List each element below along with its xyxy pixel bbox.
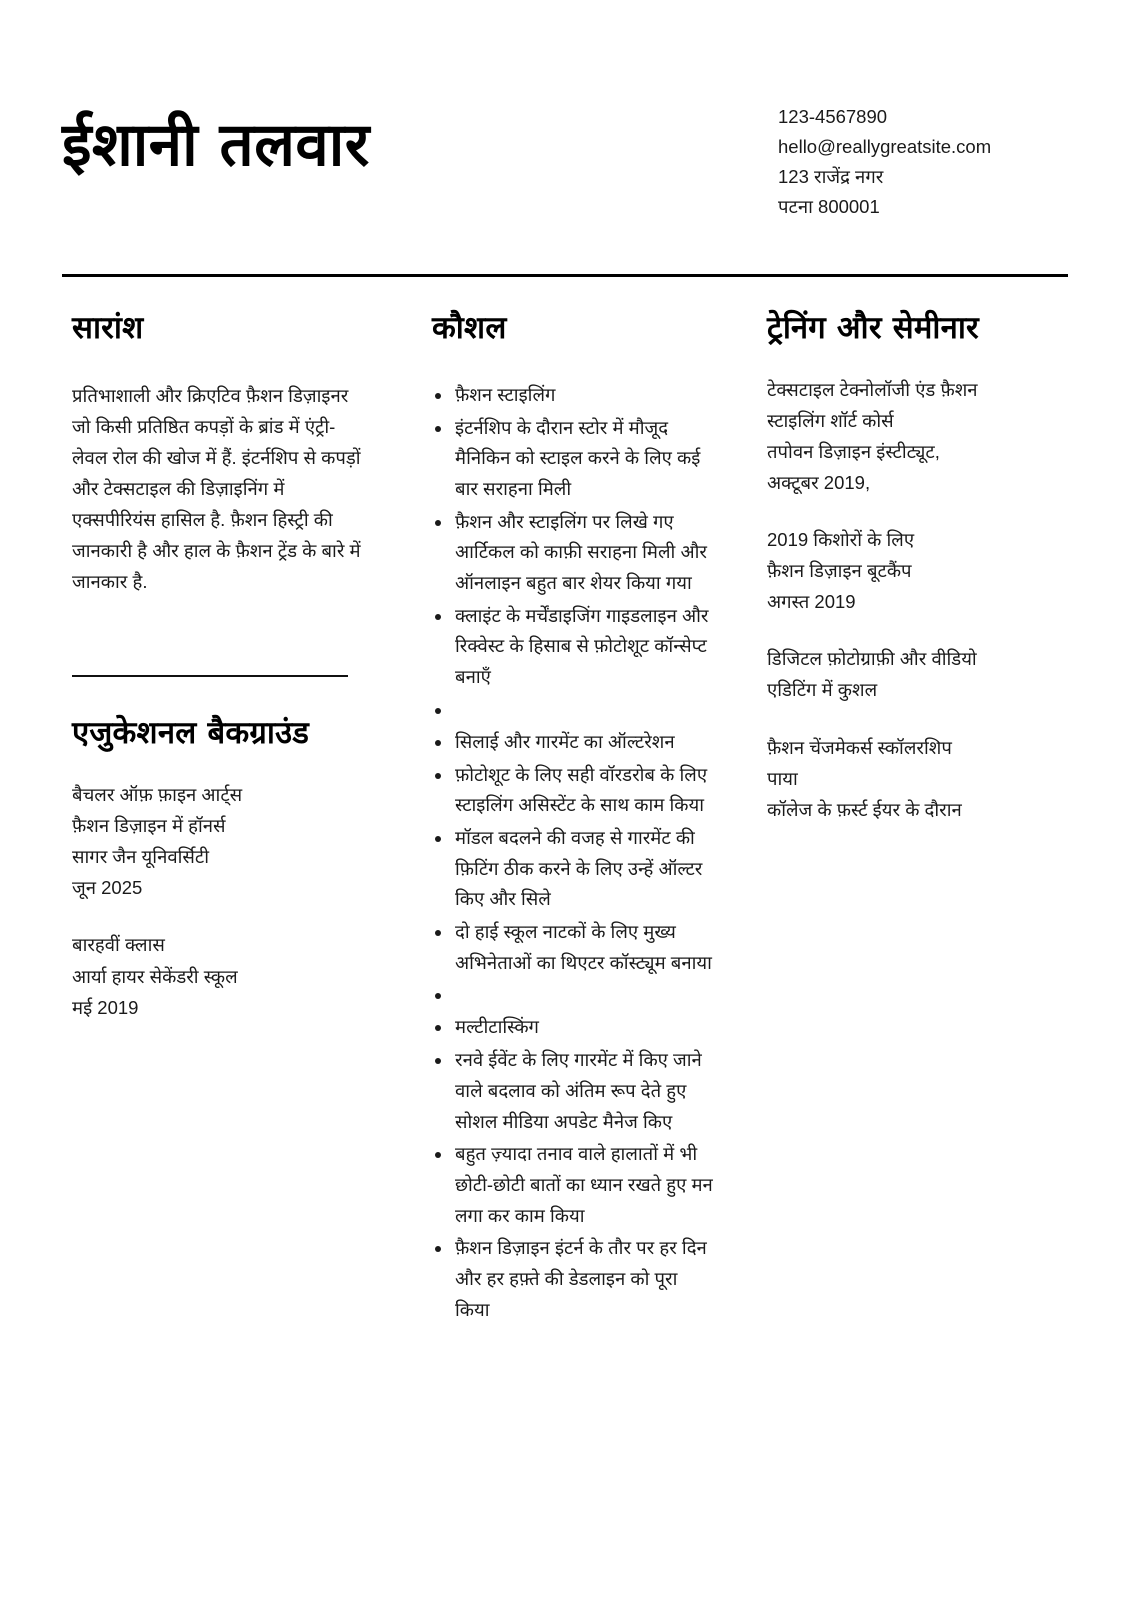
education-institution: सागर जैन यूनिवर्सिटी	[72, 846, 210, 868]
skill-item	[432, 980, 714, 1010]
training-entry-line: टेक्सटाइल टेक्नोलॉजी एंड फ़ैशन	[767, 378, 978, 400]
skill-item: क्लाइंट के मर्चेंडाइजिंग गाइडलाइन और रिक्वेस्ट के हिसाब से फ़ोटोशूट कॉन्सेप्ट बनाएँ	[432, 601, 714, 693]
training-entries	[767, 374, 1057, 825]
education-divider	[72, 675, 348, 677]
training-entry	[767, 643, 1057, 705]
skill-item: फ़ैशन डिज़ाइन इंटर्न के तौर पर हर दिन और हर हफ़्ते की डेडलाइन को पूरा किया	[432, 1233, 714, 1325]
training-entry-line: फ़ैशन चेंजमेकर्स स्कॉलरशिप	[767, 736, 952, 758]
training-entry-line: अक्टूबर 2019,	[767, 472, 871, 494]
contact-email: hello@reallygreatsite.com	[778, 135, 992, 157]
training-entry-line: तपोवन डिज़ाइन इंस्टीट्यूट,	[767, 440, 940, 462]
contact-phone: 123-4567890	[778, 106, 888, 127]
candidate-name: ईशानी तलवार	[62, 110, 370, 180]
training-entry-line: एडिटिंग में कुशल	[767, 679, 878, 701]
skill-item: मल्टीटास्किंग	[432, 1012, 714, 1043]
education-entry	[72, 779, 362, 903]
education-field: फ़ैशन डिज़ाइन में हॉनर्स	[72, 815, 226, 837]
header-divider	[62, 274, 1068, 277]
education-degree: बारहवीं क्लास	[72, 934, 165, 956]
contact-address-line-1: 123 राजेंद्र नगर	[778, 165, 884, 187]
training-section-title: ट्रेनिंग और सेमीनार	[767, 310, 979, 346]
training-entry-line: कॉलेज के फ़र्स्ट ईयर के दौरान	[767, 798, 962, 820]
training-entry-line: स्टाइलिंग शॉर्ट कोर्स	[767, 409, 894, 431]
skills-section-title: कौशल	[432, 310, 507, 346]
education-date: जून 2025	[72, 877, 143, 899]
education-entry	[72, 929, 362, 1022]
skills-list	[432, 380, 714, 1326]
skill-item: दो हाई स्कूल नाटकों के लिए मुख्य अभिनेताओं का थिएटर कॉस्ट्यूम बनाया	[432, 917, 714, 978]
contact-block	[778, 96, 1068, 222]
training-entry-line: पाया	[767, 767, 798, 789]
column-right	[767, 310, 1057, 825]
skill-item: इंटर्नशिप के दौरान स्टोर में मौजूद मैनिकिन को स्टाइल करने के लिए कई बार सराहना मिली	[432, 413, 714, 505]
skill-item: मॉडल बदलने की वजह से गारमेंट की फ़िटिंग ठीक करने के लिए उन्हें ऑल्टर किए और सिले	[432, 823, 714, 915]
skill-item: फ़ोटोशूट के लिए सही वॉरडरोब के लिए स्टाइलिंग असिस्टेंट के साथ काम किया	[432, 760, 714, 821]
column-middle	[432, 310, 714, 1328]
training-entry-line: अगस्त 2019	[767, 591, 856, 613]
training-entry	[767, 374, 1057, 498]
education-degree: बैचलर ऑफ़ फ़ाइन आर्ट्स	[72, 784, 243, 806]
education-date: मई 2019	[72, 996, 139, 1018]
skill-item: रनवे ईवेंट के लिए गारमेंट में किए जाने वाले बदलाव को अंतिम रूप देते हुए सोशल मीडिया अपडेट मैनेज किए	[432, 1045, 714, 1137]
training-entry-line: 2019 किशोरों के लिए	[767, 529, 915, 551]
skill-item: फ़ैशन स्टाइलिंग	[432, 380, 714, 411]
education-section-title: एजुकेशनल बैकग्राउंड	[72, 715, 310, 752]
training-entry	[767, 732, 1057, 825]
training-entry-line: फ़ैशन डिज़ाइन बूटकैंप	[767, 560, 912, 582]
skill-item: बहुत ज़्यादा तनाव वाले हालातों में भी छोटी-छोटी बातों का ध्यान रखते हुए मन लगा कर काम किया	[432, 1139, 714, 1231]
skill-item: फ़ैशन और स्टाइलिंग पर लिखे गए आर्टिकल को काफ़ी सराहना मिली और ऑनलाइन बहुत बार शेयर किया गया	[432, 507, 714, 599]
contact-address-line-2: पटना 800001	[778, 195, 880, 217]
resume-header	[62, 96, 1068, 222]
summary-section-title: सारांश	[72, 310, 144, 346]
education-institution: आर्या हायर सेकेंडरी स्कूल	[72, 965, 238, 987]
skill-item	[432, 695, 714, 725]
column-left	[72, 310, 362, 1023]
training-entry	[767, 524, 1057, 617]
skill-item: सिलाई और गारमेंट का ऑल्टरेशन	[432, 727, 714, 758]
summary-text: प्रतिभाशाली और क्रिएटिव फ़ैशन डिज़ाइनर जो किसी प्रतिष्ठित कपड़ों के ब्रांड में एंट्री-लेवल रोल की खोज में हैं. इंटर्नशिप से कपड़ों और टेक्सटाइल की डिज़ाइनिंग में एक्सपीरियंस हासिल है. फ़ैशन हिस्ट्री की जानकारी है और हाल के फ़ैशन ट्रेंड के बारे में जानकार है.	[72, 384, 361, 593]
training-entry-line: डिजिटल फ़ोटोग्राफ़ी और वीडियो	[767, 648, 977, 670]
